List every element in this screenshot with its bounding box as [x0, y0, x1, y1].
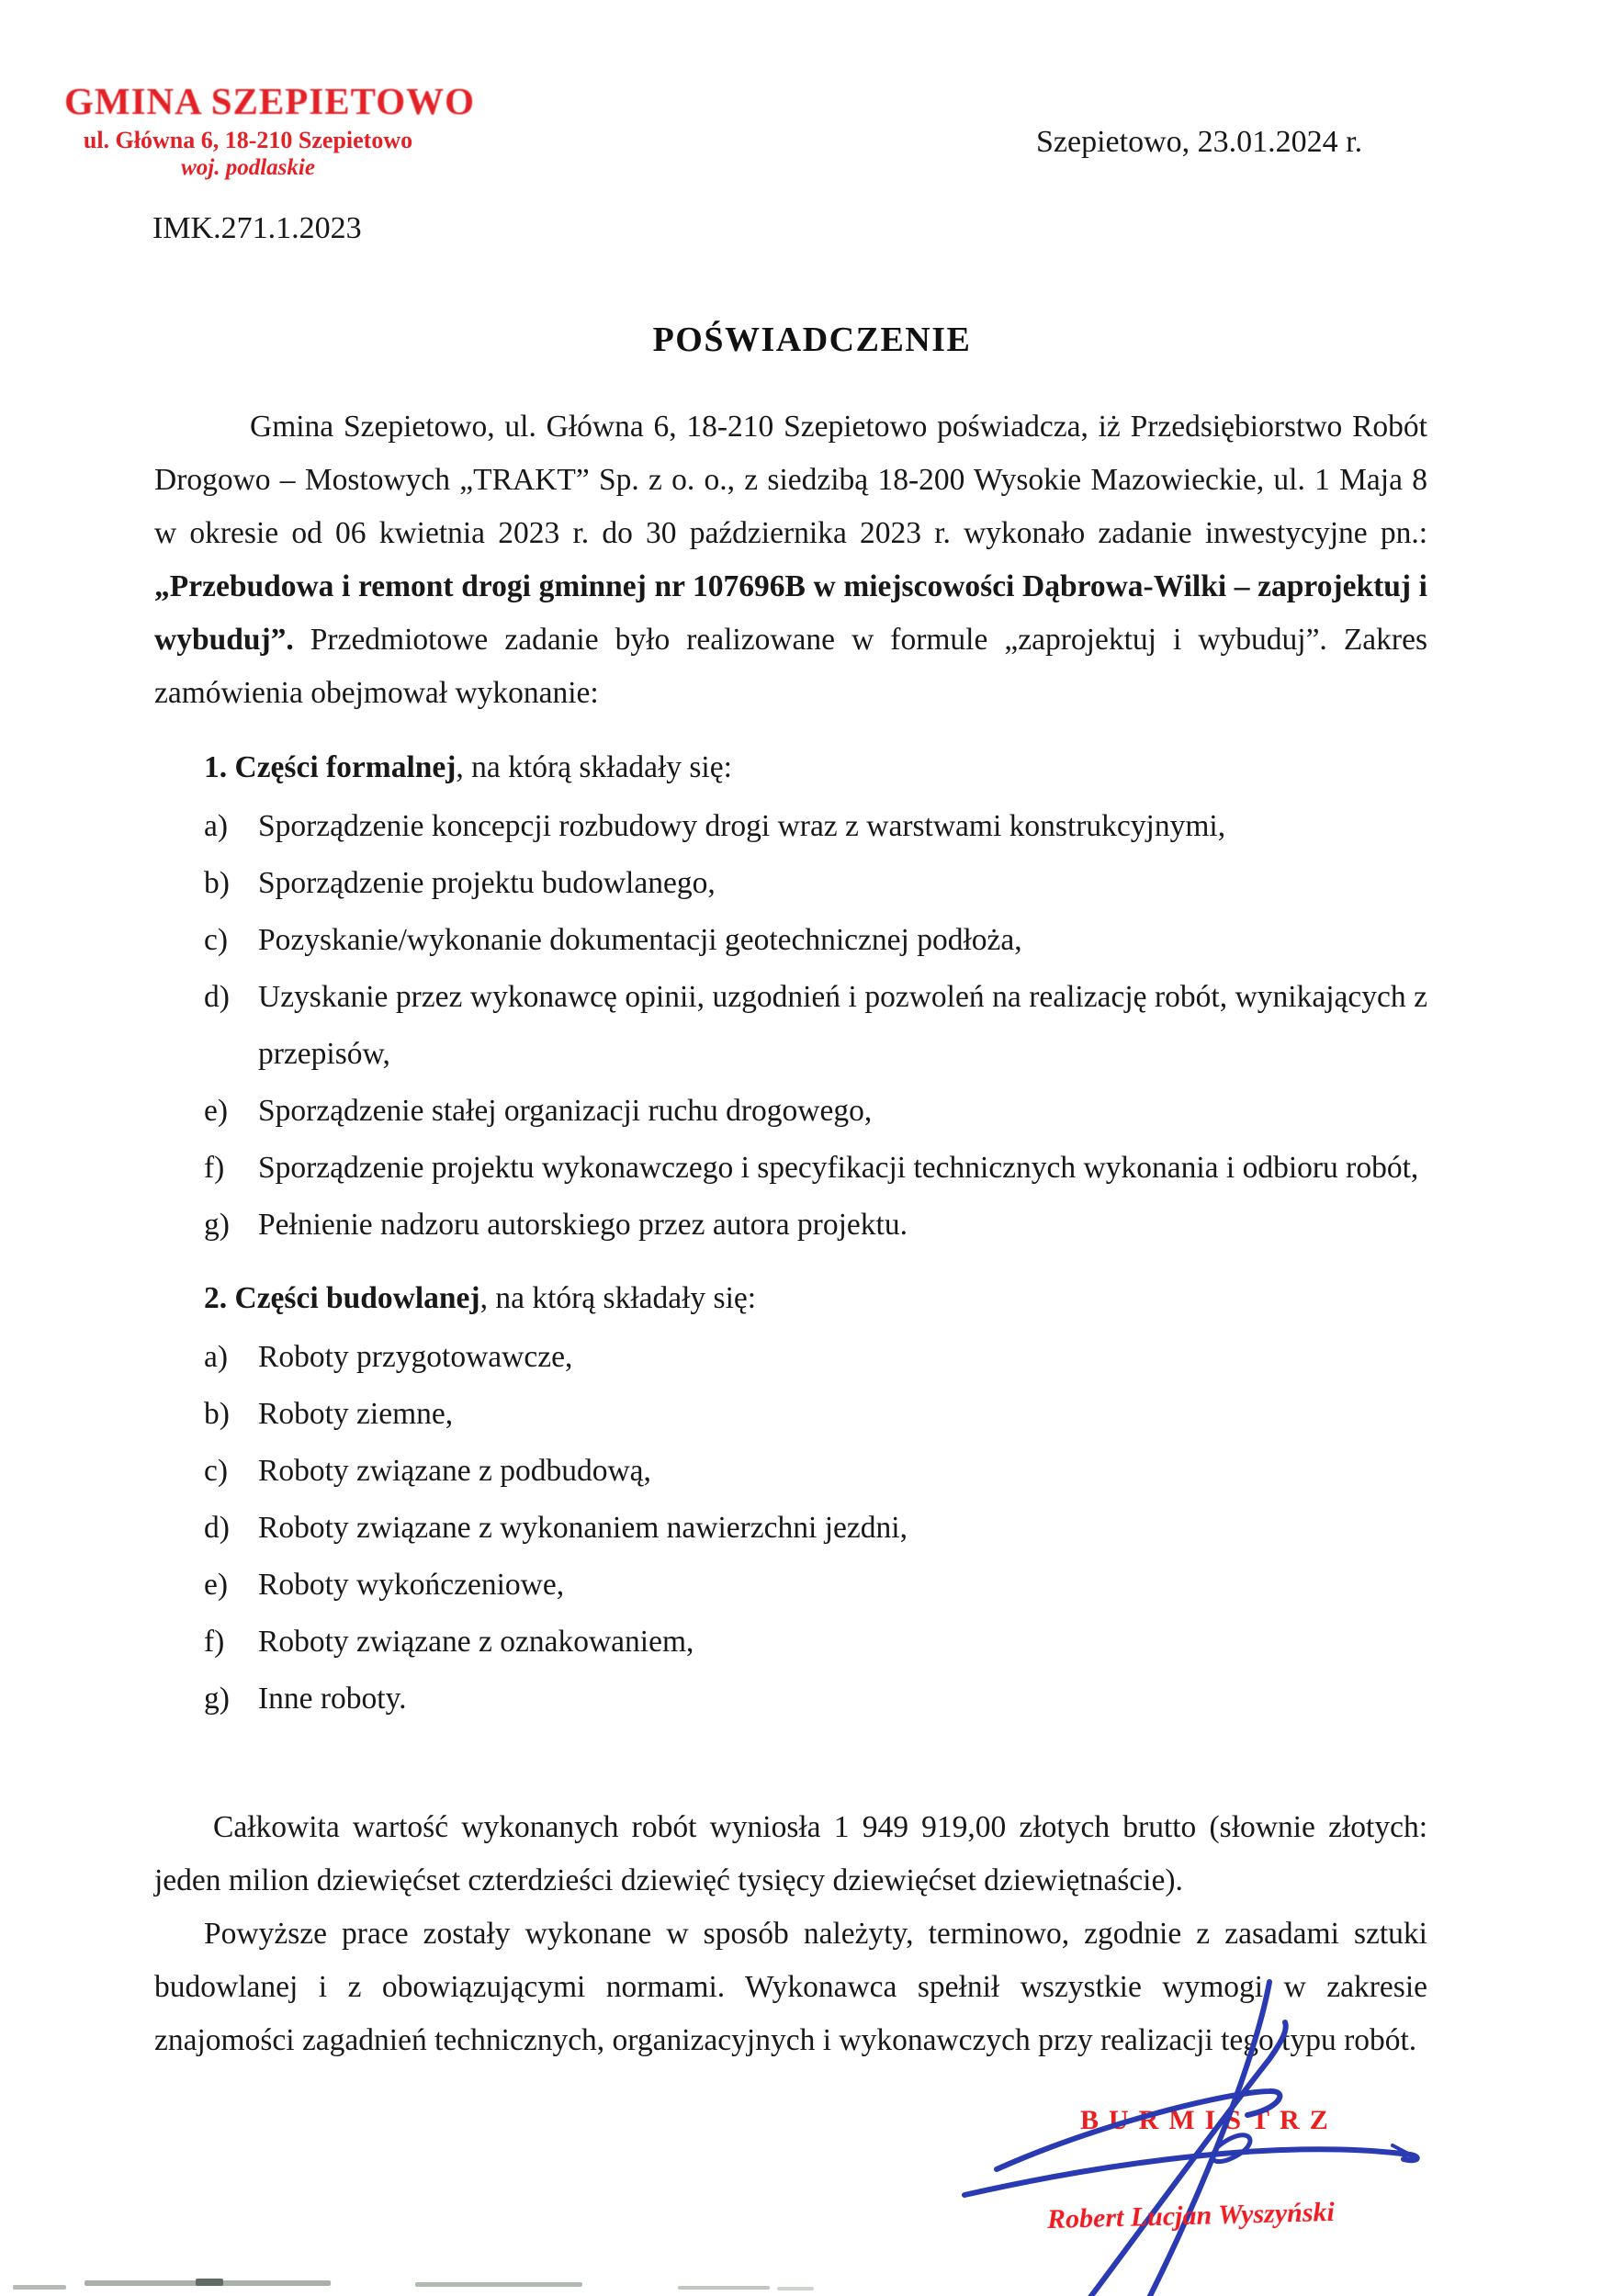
- list-item: a) Sporządzenie koncepcji rozbudowy drogi wraz z warstwami konstrukcyjnymi,: [204, 809, 1226, 843]
- list-item: c) Pozyskanie/wykonanie dokumentacji geotechnicznej podłoża,: [204, 923, 1022, 957]
- section-2-heading: 2. Części budowlanej, na którą składały się:: [204, 1281, 757, 1315]
- scan-artifact: [415, 2282, 582, 2287]
- handwritten-signature: [946, 1975, 1479, 2296]
- list-item: e) Roboty wykończeniowe,: [204, 1568, 565, 1602]
- intro-text-after: Przedmiotowe zadanie było realizowane w formule „zaprojektuj i wybuduj”. Zakres zamówienia obejmował wykonanie:: [154, 623, 1427, 710]
- quality-statement-paragraph: Powyższe prace zostały wykonane w sposób należyty, terminowo, zgodnie z zasadami sztuki budowlanej i z obowiązującymi normami. Wykonawca spełnił wszystkie wymogi w zakresie znajomości zagadnień technicznych, organizacyjnych i wykonawczych przy realizacji tego typu robót.: [154, 1917, 1427, 2057]
- scan-artifact: [13, 2285, 66, 2290]
- list-item: e) Sporządzenie stałej organizacji ruchu drogowego,: [204, 1094, 873, 1128]
- section-2-list: [204, 1329, 1427, 1728]
- list-item: g) Inne roboty.: [204, 1682, 407, 1716]
- list-item: f) Sporządzenie projektu wykonawczego i specyfikacji technicznych wykonania i odbioru robót,: [204, 1151, 1419, 1185]
- list-item: g) Pełnienie nadzoru autorskiego przez autora projektu.: [204, 1208, 908, 1242]
- total-value-paragraph: Całkowita wartość wykonanych robót wyniosła 1 949 919,00 złotych brutto (słownie złotych: jeden milion dziewięćset czterdzieści dziewięć tysięcy dziewięćset dziewiętnaście).: [154, 1810, 1427, 1897]
- scan-artifact: [777, 2287, 814, 2290]
- intro-paragraph: [154, 400, 1427, 720]
- scan-artifact: [196, 2279, 223, 2286]
- document-body: [154, 400, 1427, 2067]
- intro-text: Gmina Szepietowo, ul. Główna 6, 18-210 Szepietowo poświadcza, iż Przedsiębiorstwo Robót Drogowo – Mostowych „TRAKT” Sp. z o. o., z siedzibą 18-200 Wysokie Mazowieckie, ul. 1 Maja 8 w okresie od 06 kwietnia 2023 r. do 30 października 2023 r. wykonało zadanie inwestycyjne pn.:: [154, 410, 1427, 550]
- list-item: a) Roboty przygotowawcze,: [204, 1340, 573, 1374]
- list-item: b) Roboty ziemne,: [204, 1397, 454, 1431]
- list-item: b) Sporządzenie projektu budowlanego,: [204, 866, 716, 900]
- document-title: POŚWIADCZENIE: [652, 321, 972, 359]
- list-item: d) Roboty związane z wykonaniem nawierzchni jezdni,: [204, 1511, 908, 1545]
- list-item: f) Roboty związane z oznakowaniem,: [204, 1625, 694, 1659]
- sender-stamp-address: ul. Główna 6, 18-210 Szepietowo: [83, 127, 413, 153]
- reference-number: IMK.271.1.2023: [152, 211, 362, 245]
- intro-task-name-bold: „Przebudowa i remont drogi gminnej nr 107696B w miejscowości Dąbrowa-Wilki – zaprojektuj i wybuduj”.: [154, 569, 1427, 657]
- list-item: c) Roboty związane z podbudową,: [204, 1454, 651, 1488]
- sender-stamp: [64, 79, 475, 181]
- signature-name-stamp: Robert Lucjan Wyszyński: [1046, 2196, 1336, 2235]
- signature-role-stamp: BURMISTRZ: [1080, 2105, 1338, 2135]
- section-1-heading: 1. Części formalnej, na którą składały się:: [204, 750, 732, 784]
- date-line: Szepietowo, 23.01.2024 r.: [1036, 125, 1363, 159]
- section-1-list: [204, 798, 1427, 1254]
- sender-stamp-region: woj. podlaskie: [181, 155, 315, 180]
- list-item: d) Uzyskanie przez wykonawcę opinii, uzgodnień i pozwoleń na realizację robót, wynikających z przepisów,: [204, 980, 1427, 1071]
- sender-stamp-name: GMINA SZEPIETOWO: [64, 80, 475, 122]
- scan-artifact: [678, 2286, 770, 2290]
